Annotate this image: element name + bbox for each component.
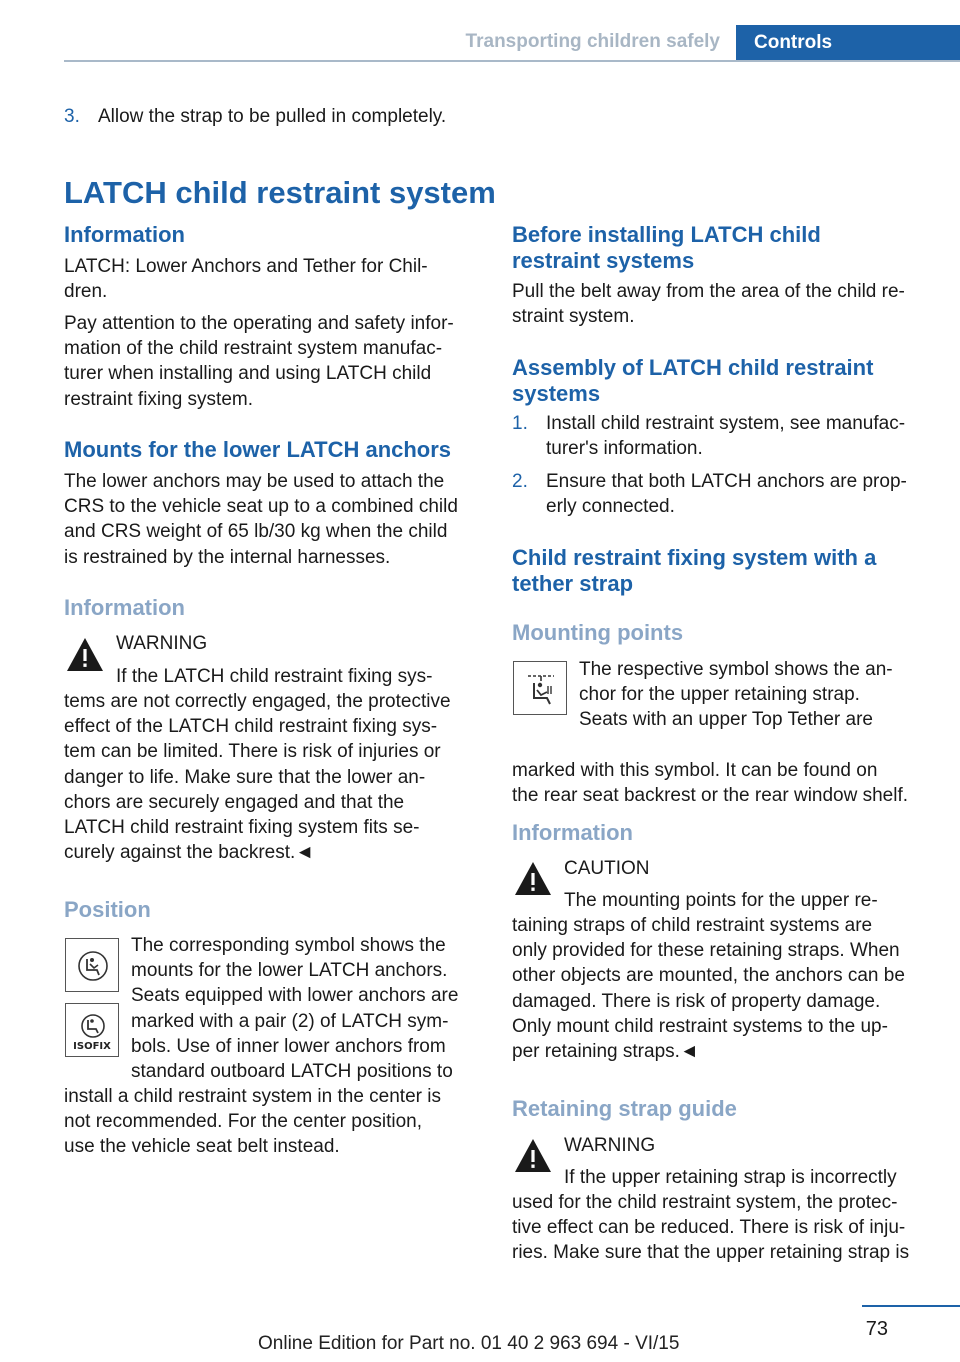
isofix-label: ISOFIX: [73, 1041, 111, 1052]
information-heading: Information: [64, 222, 185, 247]
mounting-text-beside: The respective symbol shows the an- chor for the upper retaining strap. Seats with an upper Top Tether are: [579, 659, 893, 731]
footer-edition: Online Edition for Part no. 01 40 2 963 694 - VI/15: [258, 1333, 680, 1354]
header-chapter-tab: Controls: [736, 25, 960, 61]
caution-first-line: The mounting points for the upper re-: [564, 890, 878, 911]
warning-right-text: used for the child restraint system, the protec- tive effect can be reduced. There is risk of inju- ries. Make sure that the upper retaining strap is: [512, 1192, 910, 1264]
caution-icon: [512, 858, 554, 900]
latch-definition: LATCH: Lower Anchors and Tether for Chil- dren.: [64, 256, 428, 303]
step-3-text: Allow the strap to be pulled in completely.: [98, 106, 447, 127]
information-subheading: Information: [64, 595, 185, 620]
lower-anchors-heading: Mounts for the lower LATCH anchors: [64, 437, 452, 462]
caution-label: CAUTION: [564, 858, 650, 879]
lower-anchors-paragraph: The lower anchors may be used to attach the CRS to the vehicle seat up to a combined child and CRS weight of 65 lb/30 kg when the child is restrained by the internal harnesses.: [64, 471, 458, 568]
before-installing-paragraph: Pull the belt away from the area of the child re- straint system.: [512, 281, 905, 328]
position-text-beside: The corresponding symbol shows the mounts for the lower LATCH anchors. Seats equipped with lower anchors are marked with a pair (2) of LATCH sym- bols. Use of inner lower anchors from standard outboard LATCH positions to: [131, 935, 459, 1083]
caution-text: taining straps of child restraint systems are only provided for these retaining straps. When other objects are mounted, the anchors can be damaged. There is risk of property damage. Only mount child restraint systems to the up- per retaining straps.◄: [512, 915, 905, 1063]
assembly-step-1-number: 1.: [512, 413, 528, 434]
warning-icon: [64, 634, 106, 676]
tether-strap-heading: Child restraint fixing system with a tether strap: [512, 545, 877, 596]
latch-info-paragraph: Pay attention to the operating and safety infor- mation of the child restraint system manufac- turer when installing and using LATCH child restraint fixing system.: [64, 313, 454, 410]
header-section-title: Transporting children safely: [465, 31, 720, 52]
header-rule: [64, 60, 960, 62]
top-tether-symbol-icon: [513, 661, 567, 715]
isofix-seat-symbol-icon: [65, 1003, 119, 1057]
warning-label: WARNING: [116, 633, 208, 654]
warning-right-label: WARNING: [564, 1135, 656, 1156]
assembly-step-2-number: 2.: [512, 471, 528, 492]
assembly-step-1-text: Install child restraint system, see manufac- turer's information.: [546, 413, 906, 460]
warning-first-line: If the LATCH child restraint fixing sys-: [116, 666, 433, 687]
assembly-step-2-text: Ensure that both LATCH anchors are prop- erly connected.: [546, 471, 907, 518]
warning-right-first-line: If the upper retaining strap is incorrectly: [564, 1167, 897, 1188]
position-text: install a child restraint system in the center is not recommended. For the center position, use the vehicle seat belt instead.: [64, 1086, 441, 1158]
assembly-heading: Assembly of LATCH child restraint systems: [512, 355, 874, 406]
mounting-points-heading: Mounting points: [512, 620, 684, 645]
before-installing-heading: Before installing LATCH child restraint systems: [512, 222, 821, 273]
mounting-text: marked with this symbol. It can be found on the rear seat backrest or the rear window shelf.: [512, 760, 909, 807]
information-right-heading: Information: [512, 820, 633, 845]
footer-rule: [862, 1305, 960, 1307]
page-number: 73: [865, 1318, 888, 1340]
position-heading: Position: [64, 897, 151, 922]
page-title: LATCH child restraint system: [64, 175, 496, 210]
step-3-number: 3.: [64, 106, 80, 127]
latch-seat-symbol-icon: [65, 938, 119, 992]
warning-text: tems are not correctly engaged, the protective effect of the LATCH child restraint fixing sys- tem can be limited. There is risk of injuries or danger to life. Make sure that the lower an- chors are securely engaged and that the LATCH child restraint fixing system fits se- curely against the backrest.◄: [64, 691, 451, 864]
retaining-strap-guide-heading: Retaining strap guide: [512, 1096, 737, 1121]
warning-icon-right: [512, 1135, 554, 1177]
